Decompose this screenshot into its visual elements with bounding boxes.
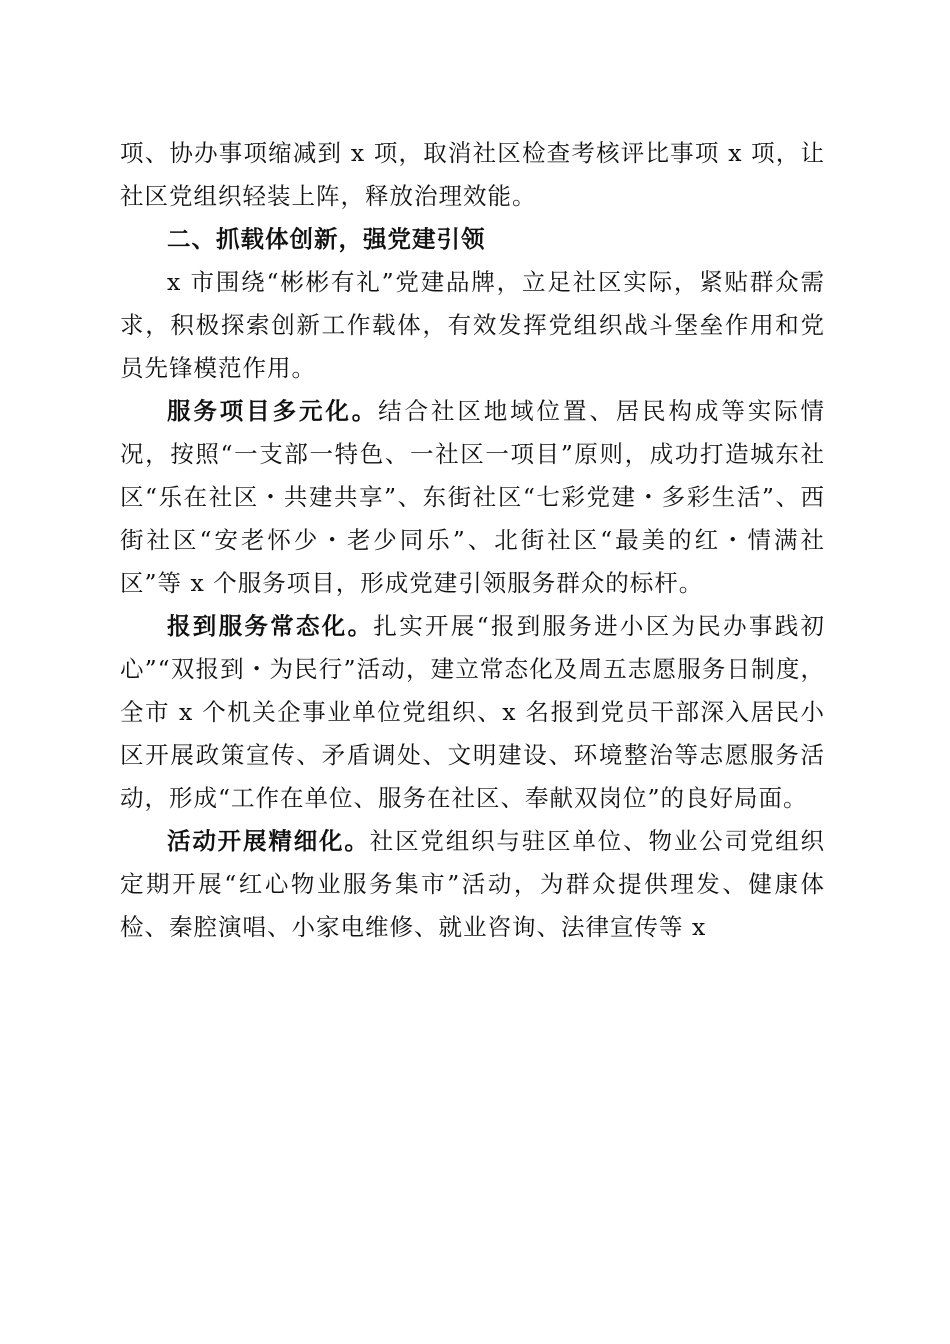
paragraph-text: 结合社区地域位置、居民构成等实际情况，按照“一支部一特色、一社区一项目”原则，成功打造城东社区“乐在社区・共建共享”、东街社区“七彩党建・多彩生活”、西街社区“安老怀少・老少同乐”、北街社区“最美的红・情满社区”等 x 个服务项目，形成党建引领服务群众的标杆。: [120, 397, 826, 597]
paragraph-text: 扎实开展“报到服务进小区为民办事践初心”“双报到・为民行”活动，建立常态化及周五志愿服务日制度，全市 x 个机关企事业单位党组织、x 名报到党员干部深入居民小区开展政策宣传、矛盾调处、文明建设、环境整治等志愿服务活动，形成“工作在单位、服务在社区、奉献双岗位”的良好局面。: [120, 612, 826, 812]
paragraph-text: 社区党组织与驻区单位、物业公司党组织定期开展“红心物业服务集市”活动，为群众提供理发、健康体检、秦腔演唱、小家电维修、就业咨询、法律宣传等 x: [120, 827, 826, 941]
paragraph-report-service: [120, 605, 825, 820]
section-heading-text: 二、抓载体创新，强党建引领: [167, 225, 486, 253]
paragraph-service-projects: [120, 390, 825, 605]
paragraph-lead: 服务项目多元化。: [167, 397, 379, 425]
paragraph-activities: [120, 820, 825, 949]
paragraph-intro: [120, 261, 825, 390]
paragraph-continuation: [120, 132, 825, 218]
paragraph-lead: 活动开展精细化。: [167, 827, 370, 855]
paragraph-lead: 报到服务常态化。: [167, 612, 374, 640]
paragraph-text: x 市围绕“彬彬有礼”党建品牌，立足社区实际，紧贴群众需求，积极探索创新工作载体，有效发挥党组织战斗堡垒作用和党员先锋模范作用。: [120, 268, 825, 382]
document-body: [120, 132, 825, 949]
paragraph-text: 项、协办事项缩减到 x 项，取消社区检查考核评比事项 x 项，让社区党组织轻装上阵，释放治理效能。: [120, 139, 825, 210]
section-heading: [120, 218, 825, 261]
